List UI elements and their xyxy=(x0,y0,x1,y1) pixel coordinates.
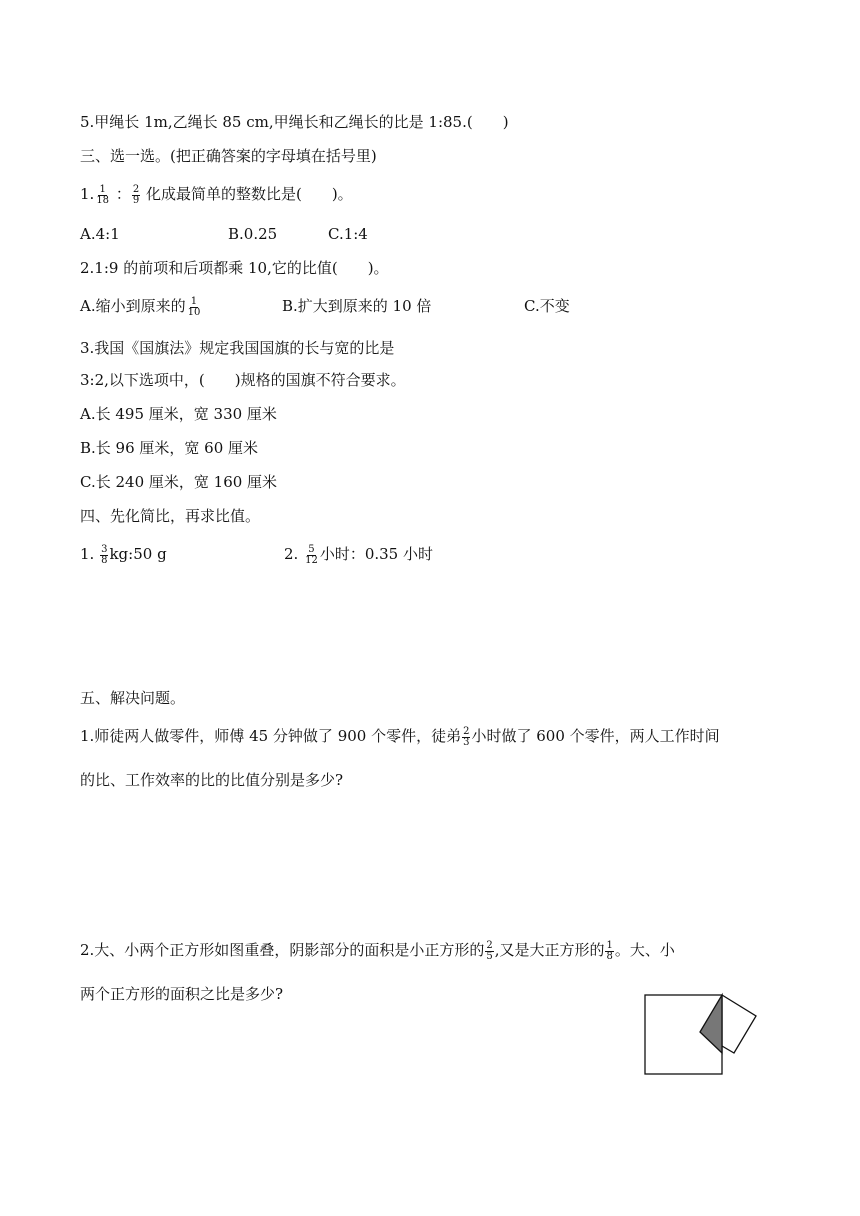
fraction: $\frac{5}{12}$ xyxy=(305,543,318,566)
choice-question-3-line1: 3.我国《国旗法》规定我国国旗的长与宽的比是 xyxy=(80,339,395,357)
fraction: $\frac{3}{8}$ xyxy=(101,543,108,566)
section-3-title: 三、选一选。(把正确答案的字母填在括号里) xyxy=(80,147,377,165)
fraction: $\frac{1}{18}$ xyxy=(96,183,110,206)
simplify-question-1: 1. $\frac{3}{8}$ kg:50 g xyxy=(80,543,167,566)
section-5-title: 五、解决问题。 xyxy=(80,689,186,707)
problem-2-line1: 2.大、小两个正方形如图重叠，阴影部分的面积是小正方形的 $\frac{2}{5}$ ,又是大正方形的 $\frac{1}{8}$ 。大、小 xyxy=(80,939,675,962)
small-square-outline xyxy=(722,995,756,1053)
problem-1-line2: 的比、工作效率的比的比值分别是多少? xyxy=(80,771,344,789)
fraction: $\frac{1}{8}$ xyxy=(606,939,613,962)
overlapping-squares-figure xyxy=(640,990,764,1086)
choice-1-option-c: C.1:4 xyxy=(328,225,368,243)
choice-question-2: 2.1:9 的前项和后项都乘 10,它的比值( )。 xyxy=(80,259,389,277)
fraction: $\frac{2}{3}$ xyxy=(463,725,470,748)
judge-question-5: 5.甲绳长 1m,乙绳长 85 cm,甲绳长和乙绳长的比是 1:85.( ) xyxy=(80,113,509,131)
choice-question-3-line2: 3:2,以下选项中，( )规格的国旗不符合要求。 xyxy=(80,371,406,389)
squares-diagram xyxy=(640,990,764,1082)
choice-2-option-a: A.缩小到原来的 $\frac{1}{10}$ xyxy=(80,295,201,318)
section-4-title: 四、先化简比，再求比值。 xyxy=(80,507,261,525)
problem-2-line2: 两个正方形的面积之比是多少? xyxy=(80,985,284,1003)
fraction: $\frac{2}{9}$ xyxy=(132,183,140,206)
choice-question-1: 1. $\frac{1}{18}$ ： $\frac{2}{9}$ 化成最简单的整数比是( )。 xyxy=(80,183,353,206)
choice-3-option-a: A.长 495 厘米，宽 330 厘米 xyxy=(80,405,277,423)
fraction: $\frac{2}{5}$ xyxy=(486,939,493,962)
simplify-question-2: 2. $\frac{5}{12}$ 小时：0.35 小时 xyxy=(284,543,433,566)
fraction: $\frac{1}{10}$ xyxy=(187,295,201,318)
choice-2-option-c: C.不变 xyxy=(524,297,570,315)
problem-1-line1: 1.师徒两人做零件，师傅 45 分钟做了 900 个零件，徒弟 $\frac{2}{3}$ 小时做了 600 个零件，两人工作时间 xyxy=(80,725,720,748)
choice-1-option-a: A.4:1 xyxy=(80,225,120,243)
choice-1-option-b: B.0.25 xyxy=(228,225,278,243)
choice-2-option-b: B.扩大到原来的 10 倍 xyxy=(282,297,432,315)
choice-3-option-c: C.长 240 厘米，宽 160 厘米 xyxy=(80,473,278,491)
choice-3-option-b: B.长 96 厘米，宽 60 厘米 xyxy=(80,439,259,457)
